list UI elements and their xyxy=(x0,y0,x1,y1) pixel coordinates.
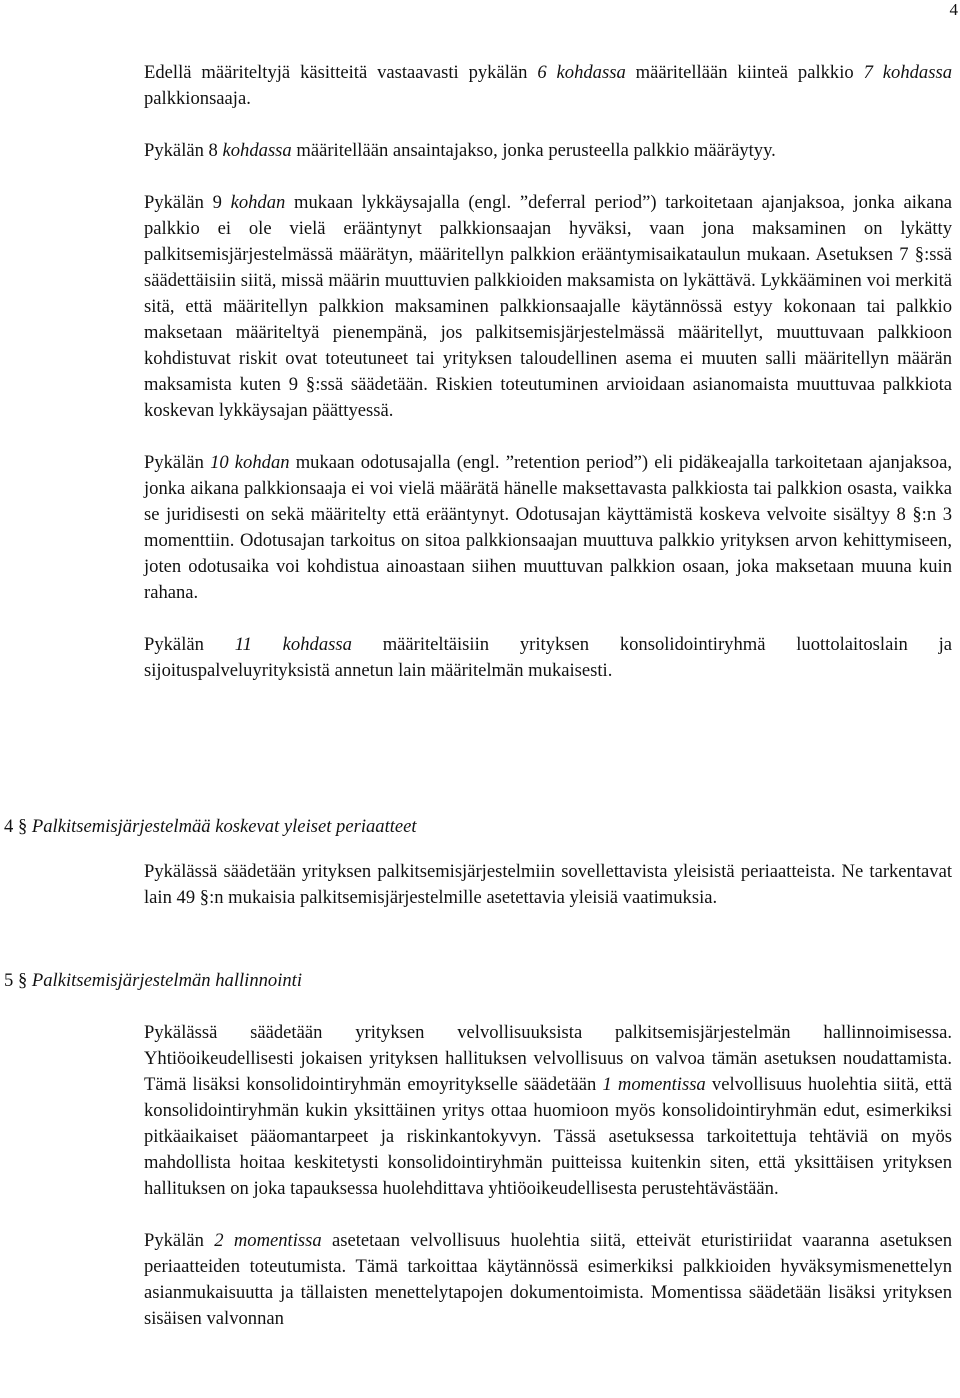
section-4-heading xyxy=(4,814,904,840)
section-5-body xyxy=(144,1020,952,1358)
section-4-number: 4 § xyxy=(4,816,28,837)
paragraph-9: Pykälän 9 kohdan mukaan lykkäysajalla (engl. ”deferral period”) tarkoitetaan ajanjaksoa, jonka aikana palkkio ei ole vielä erääntynyt palkkionsaajan hyväksi, vaan jona maksaminen on lykätty palkitsemisjärjestelmässä määrätyn, määritellyn palkkion erääntymisaikataulun mukaan. Asetuksen 7 §:ssä säädettäisiin siitä, missä määrin muuttuvien palkkioiden maksamista on lykättävä. Lykkääminen voi merkitä sitä, että määritellyn palkkion maksaminen palkkionsaajalle käytännössä estyy kokonaan tai palkkio maksetaan määriteltyä pienempänä, jos palkitsemisjärjestelmässä määritellyt, muuttuvaan palkkioon kohdistuvat riskit ovat toteutuneet tai yrityksen taloudellinen asema ei muuten salli määritellyn määrän maksamista kuten 9 §:ssä säädetään. Riskien toteutuminen arvioidaan asianomaista muuttuvaa palkkiota koskevan lykkäysajan päättyessä. xyxy=(144,192,952,421)
page-number: 4 xyxy=(949,0,958,19)
paragraph-10: Pykälän 10 kohdan mukaan odotusajalla (engl. ”retention period”) eli pidäkeajalla tarkoitetaan ajanjaksoa, jonka aikana palkkionsaaja ei voi vielä määrätä hänelle maksettavasta palkkiosta tai palkkion osasta, vaikka se juridisesti on sekä määritelty että erääntynyt. Odotusajan käyttämistä koskeva velvoite sisältyy 8 §:n 3 momenttiin. Odotusajan tarkoitus on sitoa palkkionsaajan muuttuva palkkio yrityksen arvon kehittymiseen, joten odotusaika voi kohdistua ainoastaan siihen muuttuvan palkkion osaan, joka maksetaan muuna kuin rahana. xyxy=(144,452,952,603)
section-5-paragraph-2: Pykälän 2 momentissa asetetaan velvollisuus huolehtia siitä, etteivät eturistiriidat vaaranna asetuksen periaatteiden toteutumista. Tämä tarkoittaa käytännössä esimerkiksi palkkioiden hyväksymismenettelyn asianmukaisuutta ja tällaisten menettelytapojen dokumentoimista. Momentissa säädetään lisäksi yrityksen sisäisen valvonnan xyxy=(144,1230,953,1329)
section-5-paragraph-1: Pykälässä säädetään yrityksen velvollisuuksista palkitsemisjärjestelmän hallinnoimisessa. Yhtiöoikeudellisesti jokaisen yrityksen hallituksen velvollisuus on valvoa tämän asetuksen noudattamista. Tämä lisäksi konsolidointiryhmän emoyritykselle säädetään 1 momentissa velvollisuus huolehtia siitä, että konsolidointiryhmän kukin yksittäinen yritys ottaa huomioon myös konsolidointiryhmän edut, esimerkiksi pitkäaikaiset pääomantarpeet ja riskinkantokyvyn. Tässä asetuksessa tarkoitettuja tehtäviä on myös mahdollista hoitaa keskitetysti konsolidointiryhmän puitteissa kuitenkin siten, että yksittäisen yrityksen hallituksen on joka tapauksessa huolehdittava yhtiöoikeudellisesta perustehtävästään. xyxy=(144,1022,952,1199)
section-4-title: Palkitsemisjärjestelmää koskevat yleiset periaatteet xyxy=(31,816,417,837)
section-4-body: Pykälässä säädetään yrityksen palkitsemisjärjestelmiin sovellettavista yleisistä periaatteista. Ne tarkentavat lain 49 §:n mukaisia palkitsemisjärjestelmille asetettavia yleisiä vaatimuksia. xyxy=(144,861,952,908)
paragraph-11: Pykälän 11 kohdassa määriteltäisiin yrityksen konsolidointiryhmä luottolaitoslain ja sijoituspalveluyrityksistä annetun lain määritelmän mukaisesti. xyxy=(144,634,952,681)
paragraph-6-7: Edellä määriteltyjä käsitteitä vastaavasti pykälän 6 kohdassa määritellään kiinteä palkkio 7 kohdassa palkkionsaaja. xyxy=(144,62,952,109)
section-5-title: Palkitsemisjärjestelmän hallinnointi xyxy=(31,970,303,991)
section-5-heading xyxy=(4,968,904,994)
section-5-number: 5 § xyxy=(4,970,28,991)
paragraph-8: Pykälän 8 kohdassa määritellään ansaintajakso, jonka perusteella palkkio määräytyy. xyxy=(144,140,776,161)
intro-paragraphs xyxy=(144,60,952,684)
